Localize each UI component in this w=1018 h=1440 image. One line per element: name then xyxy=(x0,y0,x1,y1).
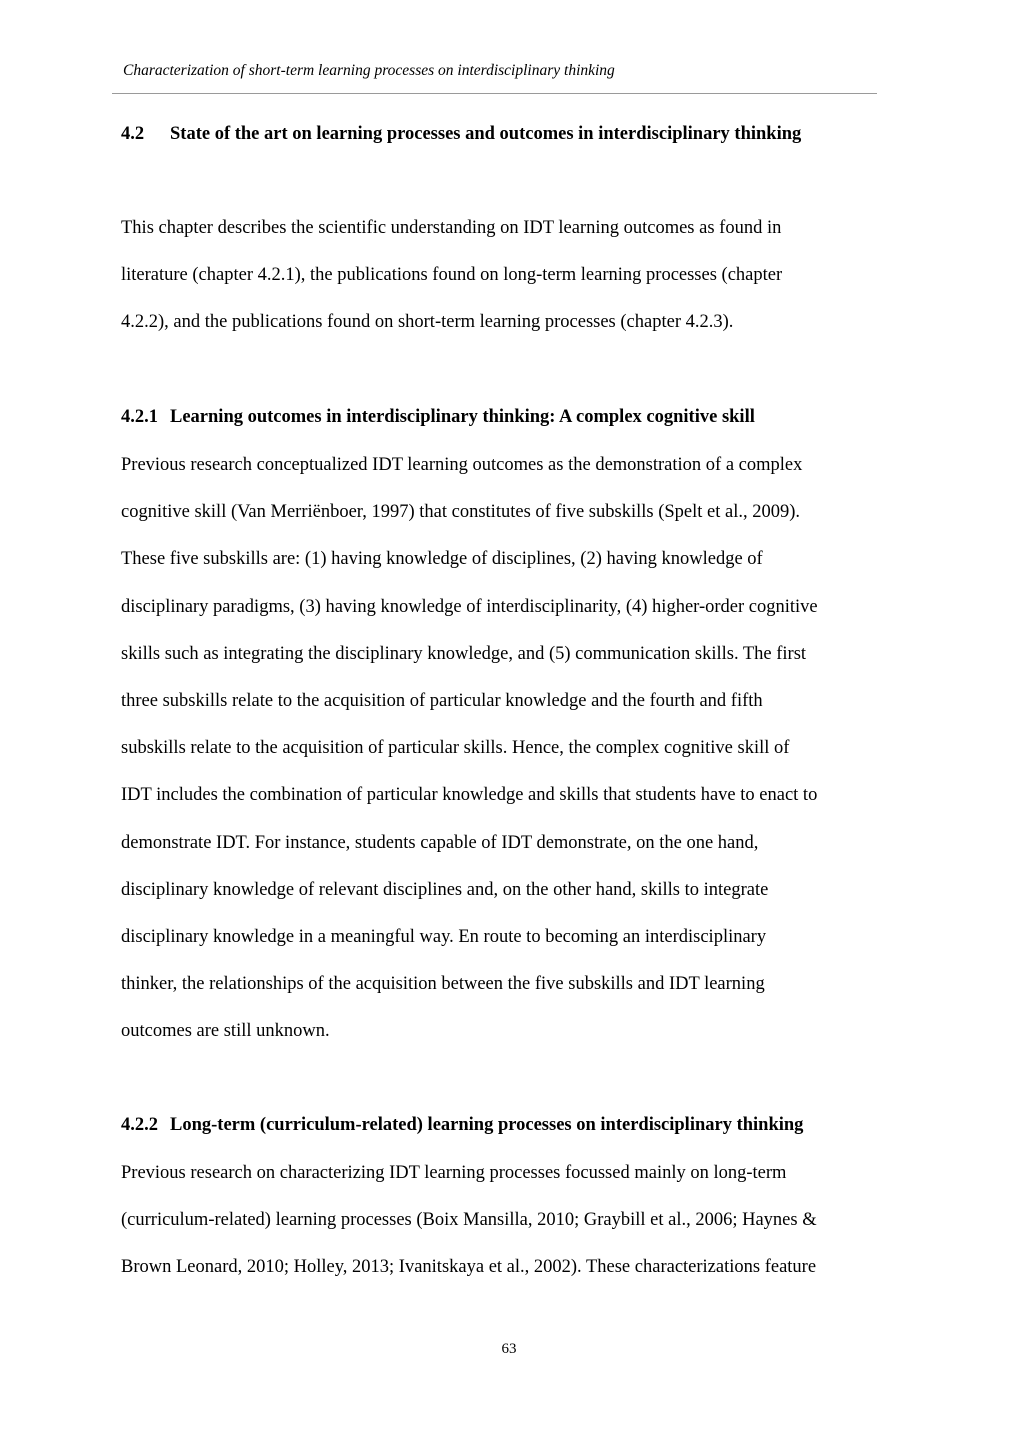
paragraph-line: thinker, the relationships of the acquisition between the five subskills and IDT learning xyxy=(121,974,765,995)
paragraph-4-2-1 xyxy=(121,453,911,1066)
page-number: 63 xyxy=(501,1341,517,1357)
paragraph-line: (curriculum-related) learning processes (Boix Mansilla, 2010; Graybill et al., 2006; Haynes & xyxy=(121,1210,817,1231)
paragraph-4-2-2 xyxy=(121,1161,911,1303)
paragraph-line: Previous research conceptualized IDT learning outcomes as the demonstration of a complex xyxy=(121,455,803,475)
section-title: Learning outcomes in interdisciplinary thinking: A complex cognitive skill xyxy=(170,407,755,427)
paragraph-line: demonstrate IDT. For instance, students capable of IDT demonstrate, on the one hand, xyxy=(121,832,759,853)
paragraph-line: literature (chapter 4.2.1), the publications found on long-term learning processes (chapter xyxy=(121,265,783,286)
paragraph-line: These five subskills are: (1) having knowledge of disciplines, (2) having knowledge of xyxy=(121,549,763,570)
paragraph-line: disciplinary knowledge in a meaningful way. En route to becoming an interdisciplinary xyxy=(121,926,767,947)
paragraph-line: skills such as integrating the disciplinary knowledge, and (5) communication skills. The first xyxy=(121,643,807,664)
intro-paragraph xyxy=(121,216,911,358)
paragraph-line: 4.2.2), and the publications found on short-term learning processes (chapter 4.2.3). xyxy=(121,312,734,333)
section-title: State of the art on learning processes and outcomes in interdisciplinary thinking xyxy=(170,124,802,144)
section-heading-4-2-1 xyxy=(121,405,755,429)
paragraph-line: outcomes are still unknown. xyxy=(121,1021,330,1042)
section-title: Long-term (curriculum-related) learning processes on interdisciplinary thinking xyxy=(170,1115,804,1135)
running-header: Characterization of short-term learning processes on interdisciplinary thinking xyxy=(123,62,615,79)
section-heading-4-2 xyxy=(121,122,801,146)
section-heading-4-2-2 xyxy=(121,1113,803,1137)
paragraph-line: Brown Leonard, 2010; Holley, 2013; Ivanitskaya et al., 2002). These characterizations feature xyxy=(121,1257,817,1278)
paragraph-line: cognitive skill (Van Merriënboer, 1997) that constitutes of five subskills (Spelt et al., 2009). xyxy=(121,502,801,523)
paragraph-line: Previous research on characterizing IDT learning processes focussed mainly on long-term xyxy=(121,1163,787,1183)
paragraph-line: IDT includes the combination of particular knowledge and skills that students have to enact to xyxy=(121,785,818,806)
header-divider xyxy=(112,93,877,94)
paragraph-line: disciplinary paradigms, (3) having knowledge of interdisciplinarity, (4) higher-order cognitive xyxy=(121,596,818,617)
paragraph-line: subskills relate to the acquisition of particular skills. Hence, the complex cognitive skill of xyxy=(121,738,790,759)
paragraph-line: This chapter describes the scientific understanding on IDT learning outcomes as found in xyxy=(121,218,782,238)
paragraph-line: three subskills relate to the acquisition of particular knowledge and the fourth and fifth xyxy=(121,690,763,711)
section-number: 4.2.1 xyxy=(121,407,158,427)
section-number: 4.2.2 xyxy=(121,1115,158,1135)
section-number: 4.2 xyxy=(121,124,145,144)
paragraph-line: disciplinary knowledge of relevant disciplines and, on the other hand, skills to integrate xyxy=(121,879,769,900)
